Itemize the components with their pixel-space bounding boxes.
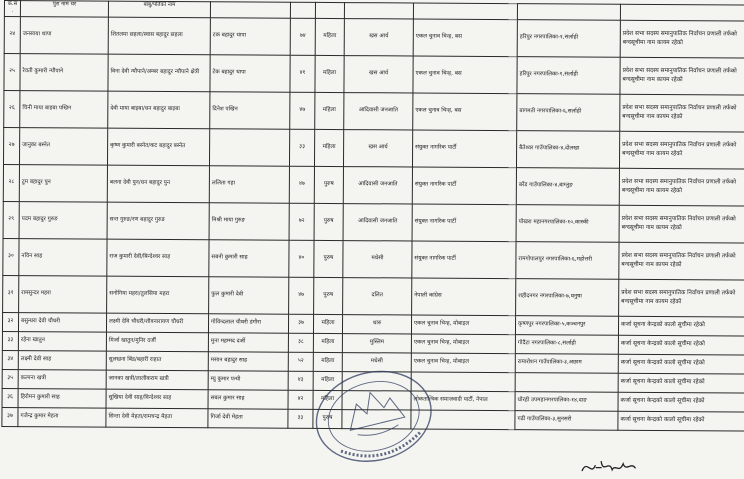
cell-sn: २८ [3,164,19,201]
cell-gender: पुरुष [314,277,343,314]
cell-group: दलित [343,277,412,314]
cell-group: आदिवासी जनजाति [343,166,412,203]
cell-address: कृष्णपुर नगरपालिका-५,कञ्चनपुर [515,315,618,335]
cell-age: ७२ [289,203,314,240]
cell-remark: प्रदेश सभा सदस्य समानुपातिक निर्वाचन प्रणाली तर्फको बन्दसूचीमा नाम कायम रहेको [619,279,744,317]
cell-remark: प्रदेश सभा सदस्य समानुपातिक निर्वाचन प्रणाली तर्फको बन्दसूचीमा नाम कायम रहेको [620,20,744,58]
cell-age: ४३ [288,371,313,390]
cell-age: ३३ [288,409,313,428]
cell-relative: सबल कुमार साह [208,389,288,408]
cell-relative: दिनेश पखिन [210,91,290,128]
header-age [290,2,315,18]
cell-age: ३३ [289,129,314,166]
cell-relative: म्यु कुमार पन्थी [208,370,288,389]
cell-parent: सुलखना बिंड/बहारी राहात [106,351,208,371]
cell-gender: महिला [314,129,343,166]
cell-remark: प्रदेश सभा सदस्य समानुपातिक निर्वाचन प्रणाली तर्फको बन्दसूचीमा नाम कायम रहेको [619,168,744,206]
cell-parent: सिन्ता देवी मेहता/रामचन्द्र मेहता [106,408,208,428]
cell-name: पदम बहादुर गुरुङ [19,201,107,239]
header-address [517,4,620,20]
cell-parent: सनोगिया महरा/तुलसिया महरा [107,276,209,314]
cell-group: मुस्लिम [342,333,411,352]
cell-sn: ३३ [2,331,18,350]
cell-sn: २५ [4,53,20,90]
cell-gender: महिला [313,333,342,352]
cell-address: धोरही उपमहानगरपालिका-१४,दाङ [515,391,618,411]
cell-group: मधेसी [343,240,412,277]
cell-group: आदिवासी जनजाति [344,92,413,129]
cell-name: जानुका बस्नेत [19,127,107,165]
header-gender [315,2,344,18]
table-row [4,90,744,132]
header-parent: बाबु/पतिको नाम [108,1,210,17]
cell-sn: ३७ [2,407,18,426]
cell-sn: ३४ [2,350,18,369]
cell-sn: २६ [4,90,20,127]
cell-gender: महिला [313,390,342,409]
cell-party: एकल चुनाव चिन्ह, मोबाइल [411,353,515,373]
cell-remark: कर्जा सूचना केन्द्रको कालो सूचीमा रहेको [618,411,744,431]
cell-name: रहेना खातुन [18,331,106,351]
cell-parent: लक्ष्मी देवि चौधरी/शीवनारायण चौधरी [106,313,208,333]
cell-sn: २९ [3,201,19,238]
cell-parent: कृष्ण कुमारी बस्नेत/कट बहादुर बस्नेत [107,128,209,166]
header-group [344,3,413,19]
cell-relative: सबनी कुमारी साह [209,239,289,276]
cell-gender: पुरुष [314,203,343,240]
cell-parent: मिर्जा खातुन/मुनिर दर्जी [106,332,208,352]
cell-age: ४७ [290,92,315,129]
cell-party: संयुक्त नागरिक पार्टी [412,167,516,205]
cell-remark: कर्जा सूचना केन्द्रको कालो सूचीमा रहेको [618,354,744,374]
header-relative [210,2,290,18]
table-row [4,53,744,95]
cell-remark: कर्जा सूचना केन्द्रको कालो सूचीमा रहेको [618,316,744,336]
cell-gender: पुरुष [314,166,343,203]
cell-relative: गोविन्दलाल चौधरी डंगौरा [208,313,288,332]
cell-relative: फुल कुमारी देवी [209,276,289,313]
cell-party: एकल चुनाव चिन्ह, बस [413,93,517,131]
cell-name: टुम बहादुर पुन [19,164,107,202]
cell-remark: कर्जा सूचना केन्द्रको कालो सूचीमा रहेको [618,392,744,412]
cell-gender: महिला [313,352,342,371]
cell-address: पोखरा महानगरपालिका-१०,कास्की [516,204,619,242]
header-name: पुरा नाम थर [20,1,108,17]
cell-gender: पुरुष [313,409,342,428]
table-row [3,164,744,206]
cell-age: ४७ [289,277,314,314]
cell-remark: प्रदेश सभा सदस्य समानुपातिक निर्वाचन प्रणाली तर्फको बन्दसूचीमा नाम कायम रहेको [619,205,744,243]
cell-name: हिरोमन कुमारी साह [18,388,106,408]
cell-name: गजेन्द्र कुमार मेहता [18,407,106,427]
cell-address: हरिपुर नगरपालिका-१,सर्लाही [517,56,620,94]
cell-relative: मसान बहादुर साह [208,351,288,370]
cell-relative: गिर्जा देवी मेहता [208,408,288,427]
cell-group: खस आर्य [344,18,413,55]
cell-group: खस आर्य [344,55,413,92]
cell-relative: टक बहादुर थापा [210,17,290,54]
cell-address: बागमती नगरपालिका-६,सर्लाही [517,93,620,131]
cell-name: रेवती कुमारी न्यौपाने [20,53,108,91]
cell-sn: ३५ [2,369,18,388]
cell-sn: ३२ [2,312,18,331]
office-seal-stamp [304,364,445,475]
cell-gender: महिला [315,92,344,129]
cell-name: कल्पना खत्री [18,369,106,389]
cell-group: खस आर्य [343,129,412,166]
cell-address: हरिपुर नगरपालिका-१,सर्लाही [517,19,620,57]
cell-name: लक्ष्मी देवी साह [18,350,106,370]
cell-party: लोकतान्त्रिक समाजवादी पार्टी, नेपाल [411,391,515,411]
cell-name: बसुन्धरा देवी चौधरी [18,312,106,332]
cell-party: एकल चुनाव चिन्ह, मोबाइल [411,315,515,335]
table-row [3,275,744,317]
cell-gender: महिला [313,371,342,390]
header-serial: क.स. [4,1,20,17]
cell-age: ४२ [288,390,313,409]
cell-name: रामसुन्दर महरा [19,275,107,313]
cell-gender: महिला [315,55,344,92]
cell-parent: सुखिया देवी साह/विन्देश्वर साह [106,389,208,409]
cell-address: बरेंड गाउँपालिका-४,बाग्लुङ [516,167,619,205]
cell-gender: पुरुष [314,240,343,277]
cell-parent: सन्त गुरुङ/रण बहादुर गुरुङ [107,202,209,240]
table-row [4,16,744,58]
cell-remark: प्रदेश सभा सदस्य समानुपातिक निर्वाचन प्रणाली तर्फको बन्दसूचीमा नाम कायम रहेको [620,94,744,132]
cell-parent: राज कुमारी देवी/बिन्देश्वर साह [107,239,209,277]
cell-parent: शितलमा छहला/स्वास बहादुर छहला [108,17,210,55]
cell-address: गोदैटा नगरपालिका-८,सर्लाही [515,334,618,354]
cell-name: नविन साह [19,238,107,276]
cell-gender: महिला [315,18,344,55]
cell-parent: विना देवी न्यौपाने/अम्बर बहादुर न्यौपाने क्षेत्री [108,54,210,92]
candidate-list-page [1,0,737,462]
cell-relative [209,128,289,165]
cell-name: चिनी माया बाइबा पखिन [20,90,108,128]
cell-party: एकल चुनाव चिन्ह, मोबाइल [411,334,515,354]
cell-remark: कर्जा सूचना केन्द्रको कालो सूचीमा रहेको [618,335,744,355]
header-remark [620,4,744,20]
cell-age: ७४ [290,18,315,55]
cell-remark: प्रदेश सभा सदस्य समानुपातिक निर्वाचन प्रणाली तर्फको बन्दसूचीमा नाम कायम रहेको [620,57,744,95]
cell-address [515,372,618,392]
cell-sn: ३६ [2,388,18,407]
cell-party: एकल चुनाव चिन्ह, बस [413,56,517,94]
signature-mark [579,456,641,478]
cell-relative: ललिता गहा [209,165,289,202]
cell-party: संयुक्त नागरिक पार्टी [412,241,516,279]
cell-sn: ३० [3,238,19,275]
cell-group: आदिवासी जनजाति [343,203,412,240]
cell-address: रामारोशन गाउँपालिका-३,अछाम [515,353,618,373]
cell-age: ४७ [289,166,314,203]
cell-sn: ३१ [3,275,19,312]
cell-age: ४० [289,240,314,277]
cell-age: ३८ [288,333,313,352]
header-party [413,3,517,19]
cell-parent: बलना देवी पुन/धन बहादुर पुन [107,165,209,203]
cell-sn: २७ [3,127,19,164]
cell-age: ३७ [288,314,313,333]
cell-party: संयुक्त नागरिक पार्टी [412,204,516,242]
table-row [3,238,744,280]
cell-group: थारु [342,314,411,333]
cell-address: शहीदनगर नगरपालिका-७,धनुषा [516,278,619,316]
cell-remark: कर्जा सूचना केन्द्रको कालो सूचीमा रहेको [618,373,744,393]
cell-relative: मुना महम्मद दर्जी [208,332,288,351]
cell-remark: प्रदेश सभा सदस्य समानुपातिक निर्वाचन प्रणाली तर्फको बन्दसूचीमा नाम कायम रहेको [619,131,744,169]
cell-relative: मिश्री माया गुरुङ [209,202,289,239]
cell-group: मधेसी [342,352,411,371]
cell-party: एकल चुनाव चिन्ह, बस [413,19,517,57]
cell-age: ४१ [290,55,315,92]
cell-address: गढी गाउँपालिका-३,सुनसरी [515,410,618,430]
cell-parent: देवी माया बाइबा/धन बहादुर बाइबा [108,91,210,129]
cell-age: ५२ [288,352,313,371]
cell-relative: टेक बहादुर थापा [210,54,290,91]
cell-address: बैतेश्वर गाउँपालिका-४,दोलखा [516,130,619,168]
cell-party: संयुक्त नागरिक पार्टी [412,130,516,168]
cell-name: जनसाया थापा [20,16,108,54]
table-row [3,201,744,243]
cell-address: रामगोपालपुर नगरपालिका-६,महोत्तरी [516,241,619,279]
cell-gender: महिला [313,314,342,333]
cell-sn: २४ [4,16,20,53]
cell-parent: जानका खत्री/लालीकराम खत्री [106,370,208,390]
cell-remark: प्रदेश सभा सदस्य समानुपातिक निर्वाचन प्रणाली तर्फको बन्दसूचीमा नाम कायम रहेको [619,242,744,280]
cell-party: नेपाली कांग्रेस [412,278,516,316]
table-row [3,127,744,169]
